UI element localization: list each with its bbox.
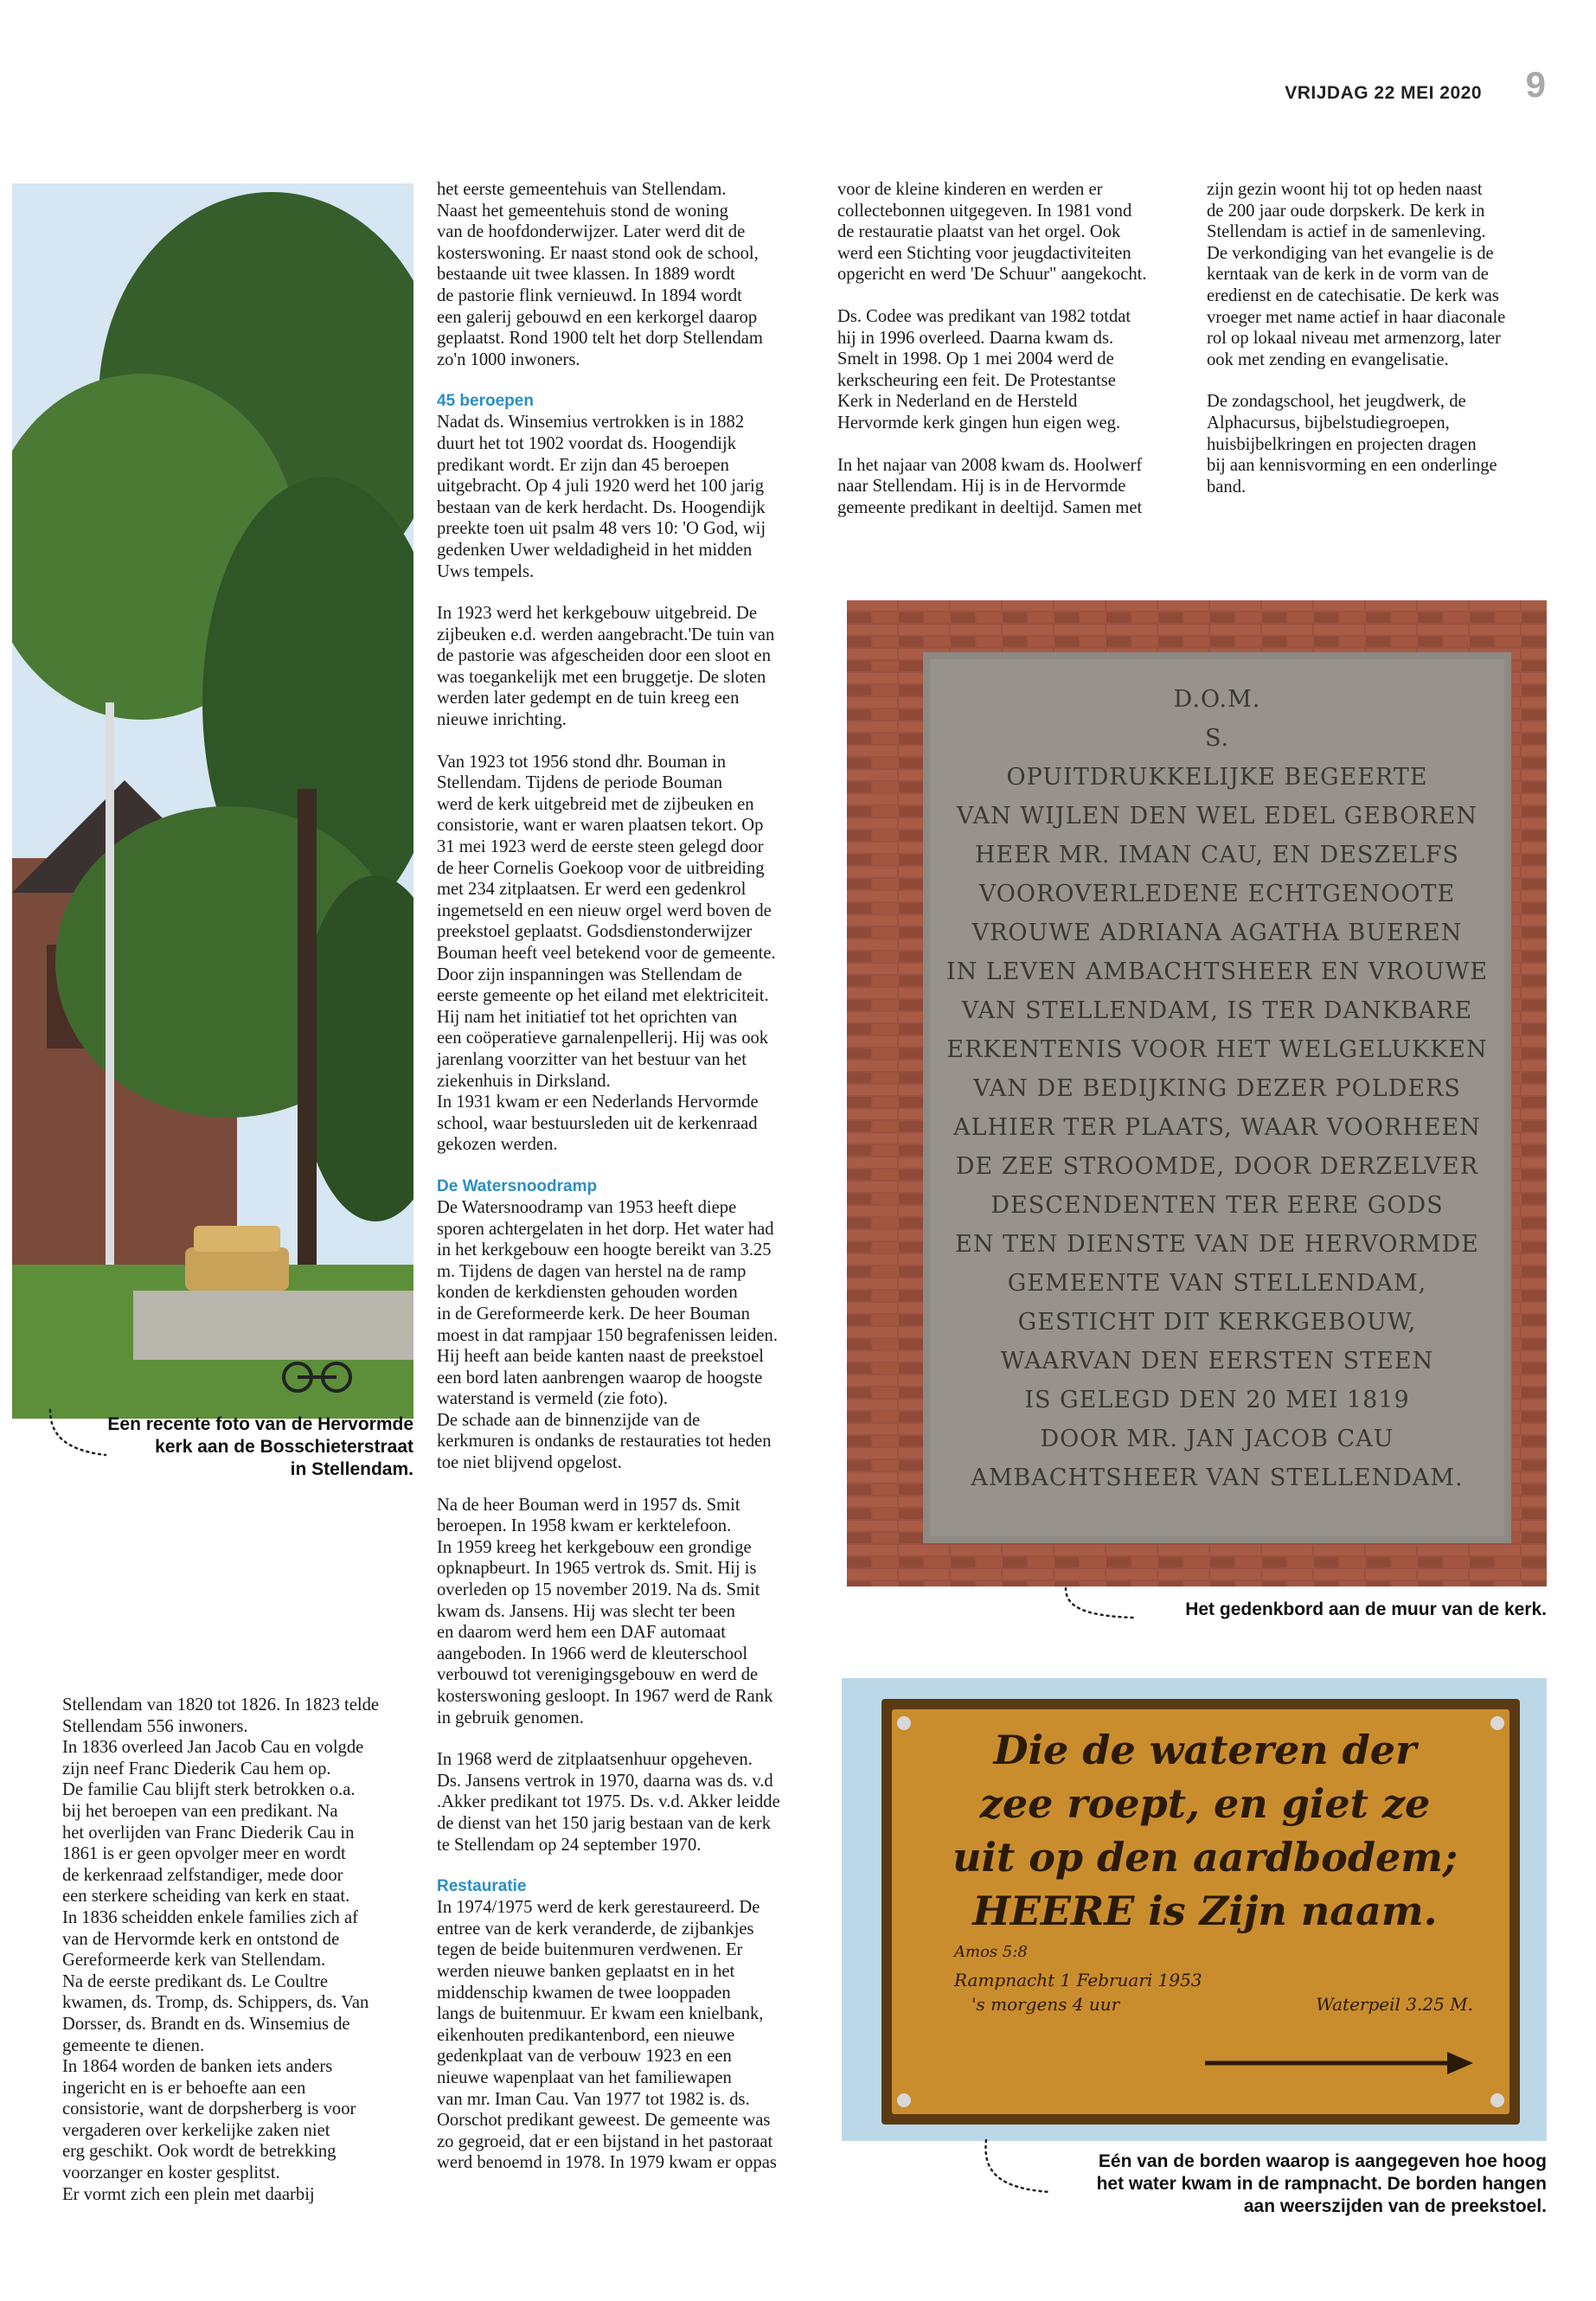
- paragraph-beroepen: Nadat ds. Winsemius vertrokken is in 1882 duurt het tot 1902 voordat ds. Hoogendijk predikant wordt. Er zijn dan 45 beroepen uitgebracht. Op 4 juli 1920 werd het 100 jarig bestaan van de kerk herdacht. Ds. Hoogendijk preekte toen uit psalm 48 vers 10: 'O God, wij gedenken Uwer weldadigheid in het midden Uws tempels.: [437, 413, 766, 581]
- paragraph-1923: In 1923 werd het kerkgebouw uitgebreid. De zijbeuken e.d. werden aangebracht.'De tuin van de pastorie was afgescheiden door een sloot en was toegankelijk met een bruggetje. De sloten werden later gedempt en de tuin kreeg een nieuwe inrichting.: [437, 604, 775, 730]
- flood-board-verse: Amos 5:8: [954, 1943, 1028, 1961]
- paragraph-bouman: Van 1923 tot 1956 stond dhr. Bouman in Stellendam. Tijdens de periode Bouman werd de kerk uitgebreid met de zijbeuken en consistorie, want er waren plaatsen tekort. Op 31 mei 1923 werd de eerste steen gelegd door de heer Cornelis Goekoop voor de uitbreiding met 234 zitplaatsen. Er werd een gedenkrol ingemetseld en een nieuw orgel werd boven de preekstoel geplaatst. Godsdienstonderwijzer Bouman heeft veel betekend voor de gemeente. Door zijn inspanningen was Stellendam de eerste gemeente op het eiland met elektriciteit. Hij nam het initiatief tot het oprichten van een coöperatieve garnalenpellerij. Hij was ook jarenlang voorzitter van het bestuur van het ziekenhuis in Dirksland. In 1931 kwam er een Nederlands Hervormde school, waar bestuursleden uit de kerkenraad gekozen werden.: [437, 752, 776, 1155]
- plaque-line: ERKENTENIS VOOR HET WELGELUKKEN: [946, 1036, 1488, 1063]
- plaque-inscription: [930, 680, 1504, 1497]
- plaque-line: AMBACHTSHEER VAN STELLENDAM.: [971, 1465, 1464, 1491]
- plaque-photo-caption: Het gedenkbord aan de muur van de kerk.: [1185, 1599, 1547, 1619]
- plaque-line: GEMEENTE VAN STELLENDAM,: [1007, 1270, 1427, 1297]
- plaque-line: GESTICHT DIT KERKGEBOUW,: [1017, 1309, 1417, 1336]
- church-photo-illustration: [12, 183, 413, 1419]
- flood-board-rampnacht: Rampnacht 1 Februari 1953: [954, 1970, 1202, 1990]
- flood-board-photo-caption: Eén van de borden waarop is aangegeven hoe hoog het water kwam in de rampnacht. De borden hangen aan weerszijden van de preekstoel.: [1096, 2151, 1547, 2216]
- flood-board-line: uit op den aardbodem;: [952, 1834, 1458, 1881]
- heading-45-beroepen: 45 beroepen: [437, 392, 534, 411]
- paragraph-codee: Ds. Codee was predikant van 1982 totdat hij in 1996 overleed. Daarna kwam ds. Smelt in 1998. Op 1 mei 2004 werd de kerkscheuring een feit. De Protestantse Kerk in Nederland en de Hersteld Hervormde kerk gingen hun eigen weg.: [837, 306, 1131, 433]
- church-photo: [12, 183, 413, 1419]
- column-1-paragraph: Stellendam van 1820 tot 1826. In 1823 telde Stellendam 556 inwoners. In 1836 overleed Jan Jacob Cau en volgde zijn neef Franc Diederik Cau hem op. De familie Cau blijft sterk betrokken o.a. bij het beroepen van een predikant. Na het overlijden van Franc Diederik Cau in 1861 is er geen opvolger meer en wordt de kerkenraad zelfstandiger, mede door een sterkere scheiding van kerk en staat. In 1836 scheidden enkele families zich af van de Hervormde kerk en ontstond de Gereformeerde kerk van Stellendam. Na de eerste predikant ds. Le Coultre kwamen, ds. Tromp, ds. Schippers, ds. Van Dorsser, ds. Brandt en ds. Winsemius de gemeente te dienen. In 1864 worden de banken iets anders ingericht en is er behoefte aan een consistorie, want de dorpsherberg is voor vergaderen over kerkelijke zaken niet erg geschikt. Ook wordt de betrekking voorzanger en koster gesplitst. Er vormt zich een plein met daarbij: [62, 1695, 380, 2204]
- plaque-line: VAN DE BEDIJKING DEZER POLDERS: [973, 1075, 1461, 1102]
- plaque-line: VAN STELLENDAM, IS TER DANKBARE: [961, 997, 1473, 1024]
- plaque-line: D.O.M.: [1173, 686, 1261, 713]
- plaque-line: DOOR MR. JAN JACOB CAU: [1040, 1426, 1394, 1452]
- flood-board-line: Die de wateren der: [993, 1727, 1417, 1773]
- flood-board-text: [920, 1723, 1490, 2015]
- paragraph-restauratie: In 1974/1975 werd de kerk gerestaureerd. De entree van de kerk veranderde, de zijbankjes tegen de beide buitenmuren verdwenen. Er werden nieuwe banken geplaatst en in het middenschip kwamen de twee looppaden langs de buitenmuur. Er kwam een knielbank, eikenhouten predikantenbord, een nieuwe gedenkplaat van de verbouw 1923 en een nieuwe wapenplaat van het familiewapen van mr. Iman Cau. Van 1977 tot 1982 is. ds. Oorschot predikant geweest. De gemeente was zo gegroeid, dat er een bijstand in het pastoraat werd benoemd in 1978. In 1979 kwam er oppas: [437, 1898, 777, 2173]
- flood-board-water-level: Waterpeil 3.25 M.: [1316, 1994, 1473, 2015]
- article-column-1: [62, 1695, 408, 2226]
- plaque-line: HEER MR. IMAN CAU, EN DESZELFS: [974, 842, 1460, 868]
- plaque-line: DESCENDENTEN TER EERE GODS: [990, 1192, 1444, 1219]
- paragraph-gemeentehuis: het eerste gemeentehuis van Stellendam. Naast het gemeentehuis stond de woning van de hoofdonderwijzer. Later werd dit de kosterswoning. Er naast stond ook de school, bestaande uit twee klassen. In 1889 wordt de pastorie flink vernieuwd. In 1894 wordt een galerij gebouwd en een kerkorgel daarop geplaatst. Rond 1900 telt het dorp Stellendam zo'n 1000 inwoners.: [437, 180, 763, 369]
- article-column-3: [837, 179, 1201, 539]
- plaque-line: EN TEN DIENSTE VAN DE HERVORMDE: [955, 1231, 1479, 1258]
- paragraph-smit: Na de heer Bouman werd in 1957 ds. Smit beroepen. In 1958 kwam er kerktelefoon. In 1959 kreeg het kerkgebouw een grondige opknapbeurt. In 1965 vertrok ds. Smit. Hij is overleden op 15 november 2019. Na ds. Smit kwam ds. Jansens. Hij was slecht ter been en daarom werd hem een DAF automaat aangeboden. In 1966 werd de kleuterschool verbouwd tot verenigingsgebouw en werd de kosterswoning gesloopt. In 1967 werd de Rank in gebruik genomen.: [437, 1495, 773, 1727]
- memorial-plaque-photo: [847, 600, 1547, 1586]
- paragraph-watersnoodramp: De Watersnoodramp van 1953 heeft diepe sporen achtergelaten in het dorp. Het water had in het kerkgebouw een hoogte bereikt van 3.25 m. Tijdens de dagen van herstel na de ramp konden de kerkdiensten gehouden worden in de Gereformeerde kerk. De heer Bouman moest in dat rampjaar 150 begrafenissen leiden. Hij heeft aan beide kanten naast de preekstoel een bord laten aanbrengen waarop de hoogste waterstand is vermeld (zie foto). De schade aan de binnenzijde van de kerkmuren is ondanks de restauraties tot heden toe niet blijvend opgelost.: [437, 1197, 779, 1473]
- plaque-line: S.: [1204, 725, 1230, 752]
- plaque-line: VAN WIJLEN DEN WEL EDEL GEBOREN: [957, 803, 1477, 830]
- paragraph-hoolwerf: In het najaar van 2008 kwam ds. Hoolwerf naar Stellendam. Hij is in de Hervormde gemeente predikant in deeltijd. Samen met: [837, 455, 1143, 517]
- plaque-line: VOOROVERLEDENE ECHTGENOOTE: [978, 881, 1456, 907]
- plaque-line: IS GELEGD DEN 20 MEI 1819: [1024, 1387, 1410, 1413]
- flood-level-board-photo: [842, 1678, 1547, 2141]
- paragraph-dorpskerk: zijn gezin woont hij tot op heden naast de 200 jaar oude dorpskerk. De kerk in Stellendam is actief in de samenleving. De verkondiging van het evangelie is de kerntaak van de kerk in de vorm van de eredienst en de catechisatie. De kerk was vroeger met name actief in haar diaconale rol op lokaal niveau met armenzorg, later ook met zending en evangelisatie.: [1207, 180, 1506, 369]
- heading-watersnoodramp: De Watersnoodramp: [437, 1176, 598, 1195]
- flood-board-line: HEERE is Zijn naam.: [972, 1888, 1438, 1934]
- paragraph-zondagschool: De zondagschool, het jeugdwerk, de Alphacursus, bijbelstudiegroepen, huisbijbelkringen en projecten dragen bij aan kennisvorming en een onderlinge band.: [1207, 392, 1497, 497]
- church-photo-caption: Een recente foto van de Hervormde kerk aan de Bosschieterstraat in Stellendam.: [107, 1414, 413, 1479]
- flood-board-bottom-row: [920, 1994, 1490, 2015]
- plaque-caption-dotted-pointer: [1061, 1585, 1138, 1628]
- plaque-line: VROUWE ADRIANA AGATHA BUEREN: [971, 920, 1463, 946]
- plaque-line: IN LEVEN AMBACHTSHEER EN VROUWE: [945, 958, 1489, 985]
- issue-date: VRIJDAG 22 MEI 2020: [1285, 83, 1482, 103]
- flood-board-line: zee roept, en giet ze: [979, 1780, 1431, 1827]
- article-column-2: [437, 179, 817, 2195]
- flood-board-time: 's morgens 4 uur: [971, 1994, 1120, 2015]
- plaque-line: ALHIER TER PLAATS, WAAR VOORHEEN: [953, 1114, 1481, 1141]
- article-column-4: [1207, 179, 1553, 518]
- heading-restauratie: Restauratie: [437, 1877, 527, 1896]
- paragraph-1968: In 1968 werd de zitplaatsenhuur opgeheven. Ds. Jansens vertrok in 1970, daarna was ds. v.d .Akker predikant tot 1975. Ds. v.d. Akker leidde de dienst van het 150 jarig bestaan van de kerk te Stellendam op 24 september 1970.: [437, 1750, 780, 1855]
- paragraph-orgel: voor de kleine kinderen en werden er collectebonnen uitgegeven. In 1981 vond de restauratie plaatst van het orgel. Ook werd een Stichting voor jeugdactiviteiten opgericht en werd 'De Schuur" aangekocht.: [837, 180, 1147, 285]
- page-number: 9: [1525, 64, 1546, 105]
- plaque-line: OPUITDRUKKELIJKE BEGEERTE: [1006, 764, 1428, 791]
- plaque-line: WAARVAN DEN EERSTEN STEEN: [1000, 1348, 1434, 1375]
- plaque-line: DE ZEE STROOMDE, DOOR DERZELVER: [955, 1153, 1479, 1180]
